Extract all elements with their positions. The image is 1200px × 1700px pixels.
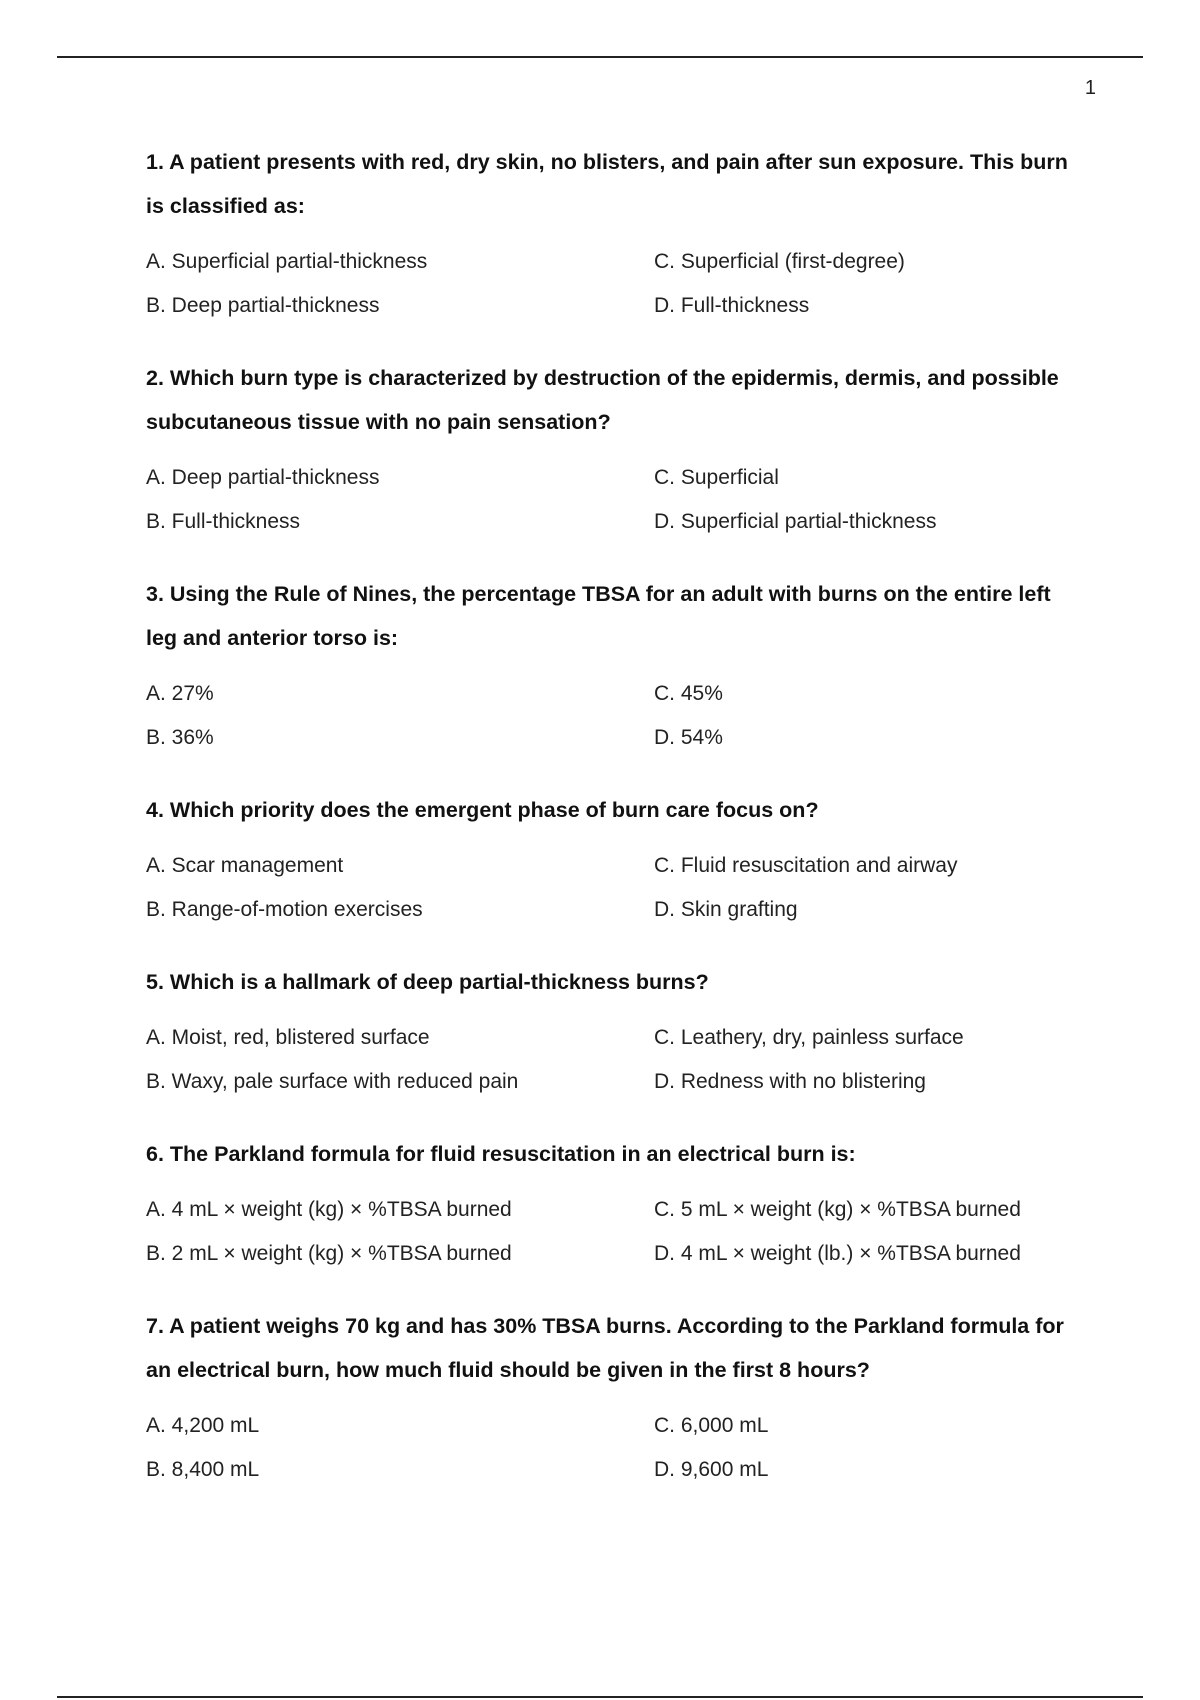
question-text: 3. Using the Rule of Nines, the percentage TBSA for an adult with burns on the entire left leg and anterior torso is: — [146, 582, 1051, 650]
question-text: 6. The Parkland formula for fluid resuscitation in an electrical burn is: — [146, 1142, 856, 1166]
option-b: B. Range-of-motion exercises — [146, 898, 423, 921]
question-text: 2. Which burn type is characterized by destruction of the epidermis, dermis, and possible subcutaneous tissue with no pain sensation? — [146, 366, 1059, 434]
question-1 — [146, 140, 1086, 328]
answer-options — [146, 1016, 1086, 1104]
answer-options — [146, 672, 1086, 760]
option-c: C. Superficial — [654, 466, 779, 489]
option-a: A. 27% — [146, 682, 214, 705]
answer-options — [146, 240, 1086, 328]
page-number: 1 — [1084, 77, 1096, 99]
option-b: B. 36% — [146, 726, 214, 749]
question-7 — [146, 1304, 1086, 1492]
question-text: 5. Which is a hallmark of deep partial-thickness burns? — [146, 970, 709, 994]
option-b: B. 8,400 mL — [146, 1458, 260, 1481]
option-c: C. Fluid resuscitation and airway — [654, 854, 958, 877]
footer-rule — [57, 1696, 1143, 1698]
option-c: C. 6,000 mL — [654, 1414, 769, 1437]
option-a: A. Scar management — [146, 854, 344, 877]
option-c: C. Superficial (first-degree) — [654, 250, 905, 273]
option-a: A. Moist, red, blistered surface — [146, 1026, 430, 1049]
answer-options — [146, 1188, 1086, 1276]
option-d: D. 54% — [654, 726, 723, 749]
question-3 — [146, 572, 1086, 760]
question-text: 7. A patient weighs 70 kg and has 30% TBSA burns. According to the Parkland formula for an electrical burn, how much fluid should be given in the first 8 hours? — [146, 1314, 1064, 1382]
header-rule — [57, 56, 1143, 58]
option-d: D. Superficial partial-thickness — [654, 510, 937, 533]
question-4 — [146, 788, 1086, 932]
option-a: A. Superficial partial-thickness — [146, 250, 428, 273]
option-b: B. Full-thickness — [146, 510, 301, 533]
question-text: 4. Which priority does the emergent phase of burn care focus on? — [146, 798, 819, 822]
option-d: D. Skin grafting — [654, 898, 798, 921]
option-b: B. 2 mL × weight (kg) × %TBSA burned — [146, 1242, 512, 1265]
option-d: D. 4 mL × weight (lb.) × %TBSA burned — [654, 1242, 1021, 1265]
question-6 — [146, 1132, 1086, 1276]
option-a: A. 4 mL × weight (kg) × %TBSA burned — [146, 1198, 512, 1221]
option-a: A. Deep partial-thickness — [146, 466, 380, 489]
answer-options — [146, 1404, 1086, 1492]
question-text: 1. A patient presents with red, dry skin, no blisters, and pain after sun exposure. This burn is classified as: — [146, 150, 1068, 218]
option-c: C. 5 mL × weight (kg) × %TBSA burned — [654, 1198, 1021, 1221]
question-list — [146, 140, 1086, 1520]
answer-options — [146, 456, 1086, 544]
option-d: D. Redness with no blistering — [654, 1070, 926, 1093]
option-c: C. Leathery, dry, painless surface — [654, 1026, 964, 1049]
option-a: A. 4,200 mL — [146, 1414, 260, 1437]
option-b: B. Deep partial-thickness — [146, 294, 380, 317]
question-2 — [146, 356, 1086, 544]
answer-options — [146, 844, 1086, 932]
option-d: D. 9,600 mL — [654, 1458, 769, 1481]
question-5 — [146, 960, 1086, 1104]
option-c: C. 45% — [654, 682, 723, 705]
option-d: D. Full-thickness — [654, 294, 810, 317]
option-b: B. Waxy, pale surface with reduced pain — [146, 1070, 519, 1093]
